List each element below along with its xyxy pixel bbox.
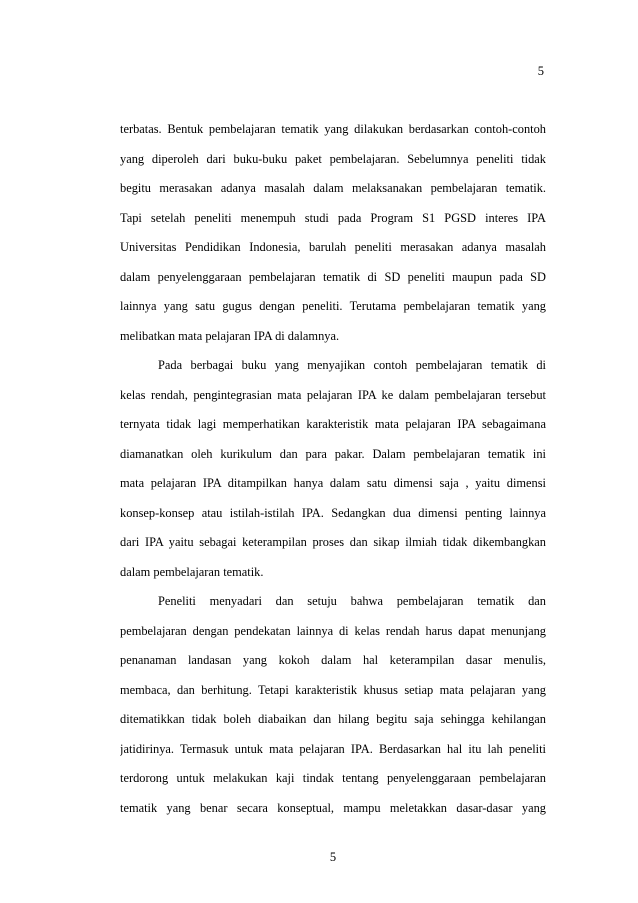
text-line: pembelajaran dengan pendekatan lainnya di kelas rendah harus dapat menunjang xyxy=(120,623,546,638)
text-line: membaca, dan berhitung. Tetapi karakteristik khusus setiap mata pelajaran yang xyxy=(120,682,546,697)
text-line: terdorong untuk melakukan kaji tindak tentang penyelenggaraan pembelajaran xyxy=(120,771,546,785)
header-page-number: 5 xyxy=(537,64,544,78)
text-line: begitu merasakan adanya masalah dalam melaksanakan pembelajaran tematik. xyxy=(120,181,546,195)
text-line: yang diperoleh dari buku-buku paket pembelajaran. Sebelumnya peneliti tidak xyxy=(120,151,546,166)
text-line: lainnya yang satu gugus dengan peneliti. Terutama pembelajaran tematik yang xyxy=(120,299,546,313)
text-line: dari IPA yaitu sebagai keterampilan proses dan sikap ilmiah tidak dikembangkan xyxy=(120,535,546,549)
text-line: penanaman landasan yang kokoh dalam hal keterampilan dasar menulis, xyxy=(120,653,546,667)
text-line: melibatkan mata pelajaran IPA di dalamnya. xyxy=(120,328,340,343)
text-line-indented: Pada berbagai buku yang menyajikan contoh pembelajaran tematik di xyxy=(158,358,546,372)
text-line: dalam pembelajaran tematik. xyxy=(120,564,264,579)
text-line: tematik yang benar secara konseptual, mampu meletakkan dasar-dasar yang xyxy=(120,800,546,815)
text-line: konsep-konsep atau istilah-istilah IPA. Sedangkan dua dimensi penting lainnya xyxy=(120,505,546,520)
text-line: kelas rendah, pengintegrasian mata pelajaran IPA ke dalam pembelajaran tersebut xyxy=(120,387,546,402)
text-line: mata pelajaran IPA ditampilkan hanya dalam satu dimensi saja , yaitu dimensi xyxy=(120,476,546,490)
text-line: terbatas. Bentuk pembelajaran tematik yang dilakukan berdasarkan contoh-contoh xyxy=(120,122,546,136)
text-line-indented: Peneliti menyadari dan setuju bahwa pembelajaran tematik dan xyxy=(158,594,546,608)
text-line: Tapi setelah peneliti menempuh studi pada Program S1 PGSD interes IPA xyxy=(120,210,546,225)
body-text xyxy=(120,121,546,829)
text-line: dalam penyelenggaraan pembelajaran tematik di SD peneliti maupun pada SD xyxy=(120,269,546,284)
text-line: diamanatkan oleh kurikulum dan para pakar. Dalam pembelajaran tematik ini xyxy=(120,446,546,461)
text-line: ditematikkan tidak boleh diabaikan dan hilang begitu saja sehingga kehilangan xyxy=(120,712,546,726)
text-line: jatidirinya. Termasuk untuk mata pelajaran IPA. Berdasarkan hal itu lah peneliti xyxy=(120,741,546,756)
footer-page-number: 5 xyxy=(329,850,337,864)
text-line: Universitas Pendidikan Indonesia, barulah peneliti merasakan adanya masalah xyxy=(120,240,546,254)
text-line: ternyata tidak lagi memperhatikan karakteristik mata pelajaran IPA sebagaimana xyxy=(120,417,546,431)
